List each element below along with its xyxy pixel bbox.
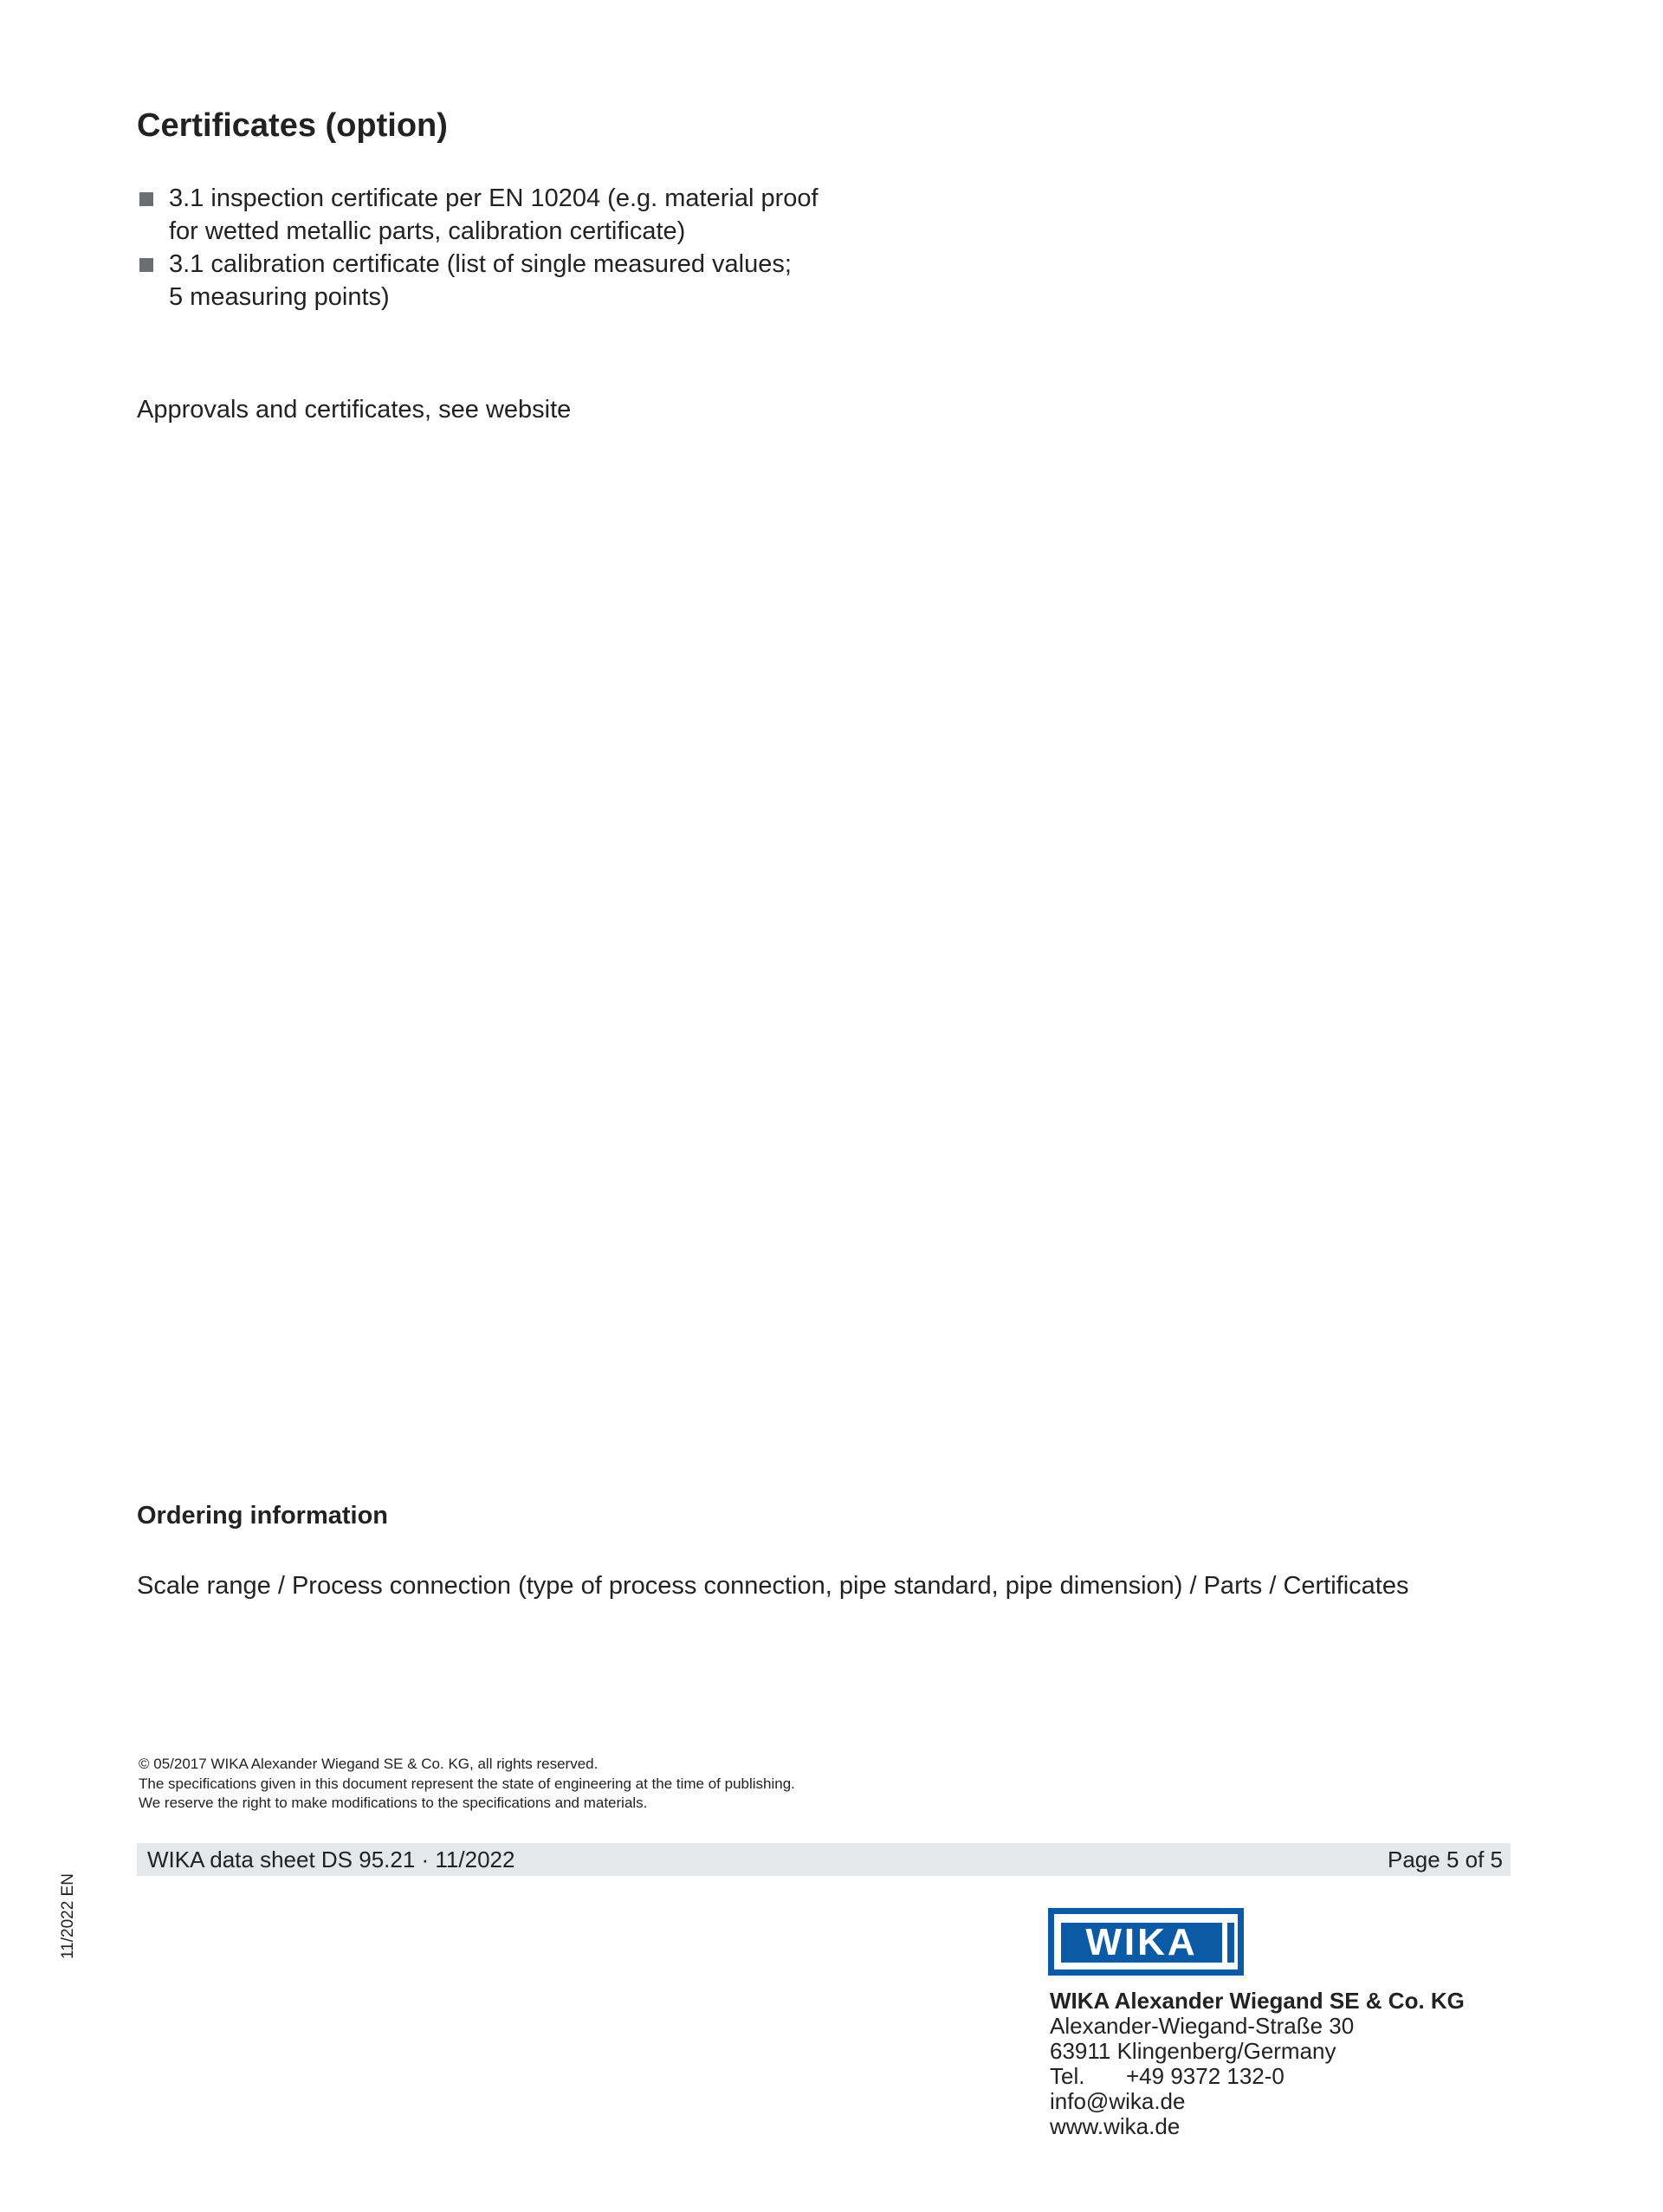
list-item [137,182,916,248]
list-item-line: for wetted metallic parts, calibration certificate) [169,217,686,245]
company-address [1050,1989,1465,2139]
bullet-square-icon [139,192,153,206]
phone-label: Tel. [1050,2063,1085,2089]
wika-logo [1048,1908,1244,1976]
logo-text: WIKA [1061,1923,1222,1963]
list-item-line: 5 measuring points) [169,283,390,311]
side-date-label: 11/2022 EN [59,1873,77,1959]
legal-line-specifications: The specifications given in this document represent the state of engineering at the time of publishing. [139,1775,795,1792]
page-number: Page 5 of 5 [1388,1847,1503,1872]
legal-line-modifications: We reserve the right to make modifications to the specifications and materials. [139,1795,648,1811]
datasheet-id: WIKA data sheet DS 95.21 · 11/2022 [147,1847,515,1872]
ordering-heading: Ordering information [137,1502,388,1530]
approvals-note: Approvals and certificates, see website [137,396,572,424]
company-phone [1050,2064,1465,2089]
company-website[interactable]: www.wika.de [1050,2113,1181,2139]
certificates-list [137,182,916,314]
logo-bar [1227,1923,1234,1963]
legal-notice [139,1755,795,1814]
phone-number: +49 9372 132-0 [1126,2063,1284,2089]
company-name: WIKA Alexander Wiegand SE & Co. KG [1050,1988,1465,2014]
company-email[interactable]: info@wika.de [1050,2088,1186,2114]
list-item-line: 3.1 calibration certificate (list of single measured values; [169,250,792,278]
certificates-heading: Certificates (option) [137,107,448,144]
list-item [137,248,916,314]
list-item-line: 3.1 inspection certificate per EN 10204 (e.g. material proof [169,184,819,212]
company-street: Alexander-Wiegand-Straße 30 [1050,2013,1355,2039]
legal-line-copyright: © 05/2017 WIKA Alexander Wiegand SE & Co. KG, all rights reserved. [139,1756,599,1772]
ordering-text: Scale range / Process connection (type of process connection, pipe standard, pipe dimension) / Parts / Certificates [137,1572,1409,1600]
company-city: 63911 Klingenberg/Germany [1050,2038,1336,2064]
footer-bar [137,1843,1511,1876]
bullet-square-icon [139,258,153,272]
